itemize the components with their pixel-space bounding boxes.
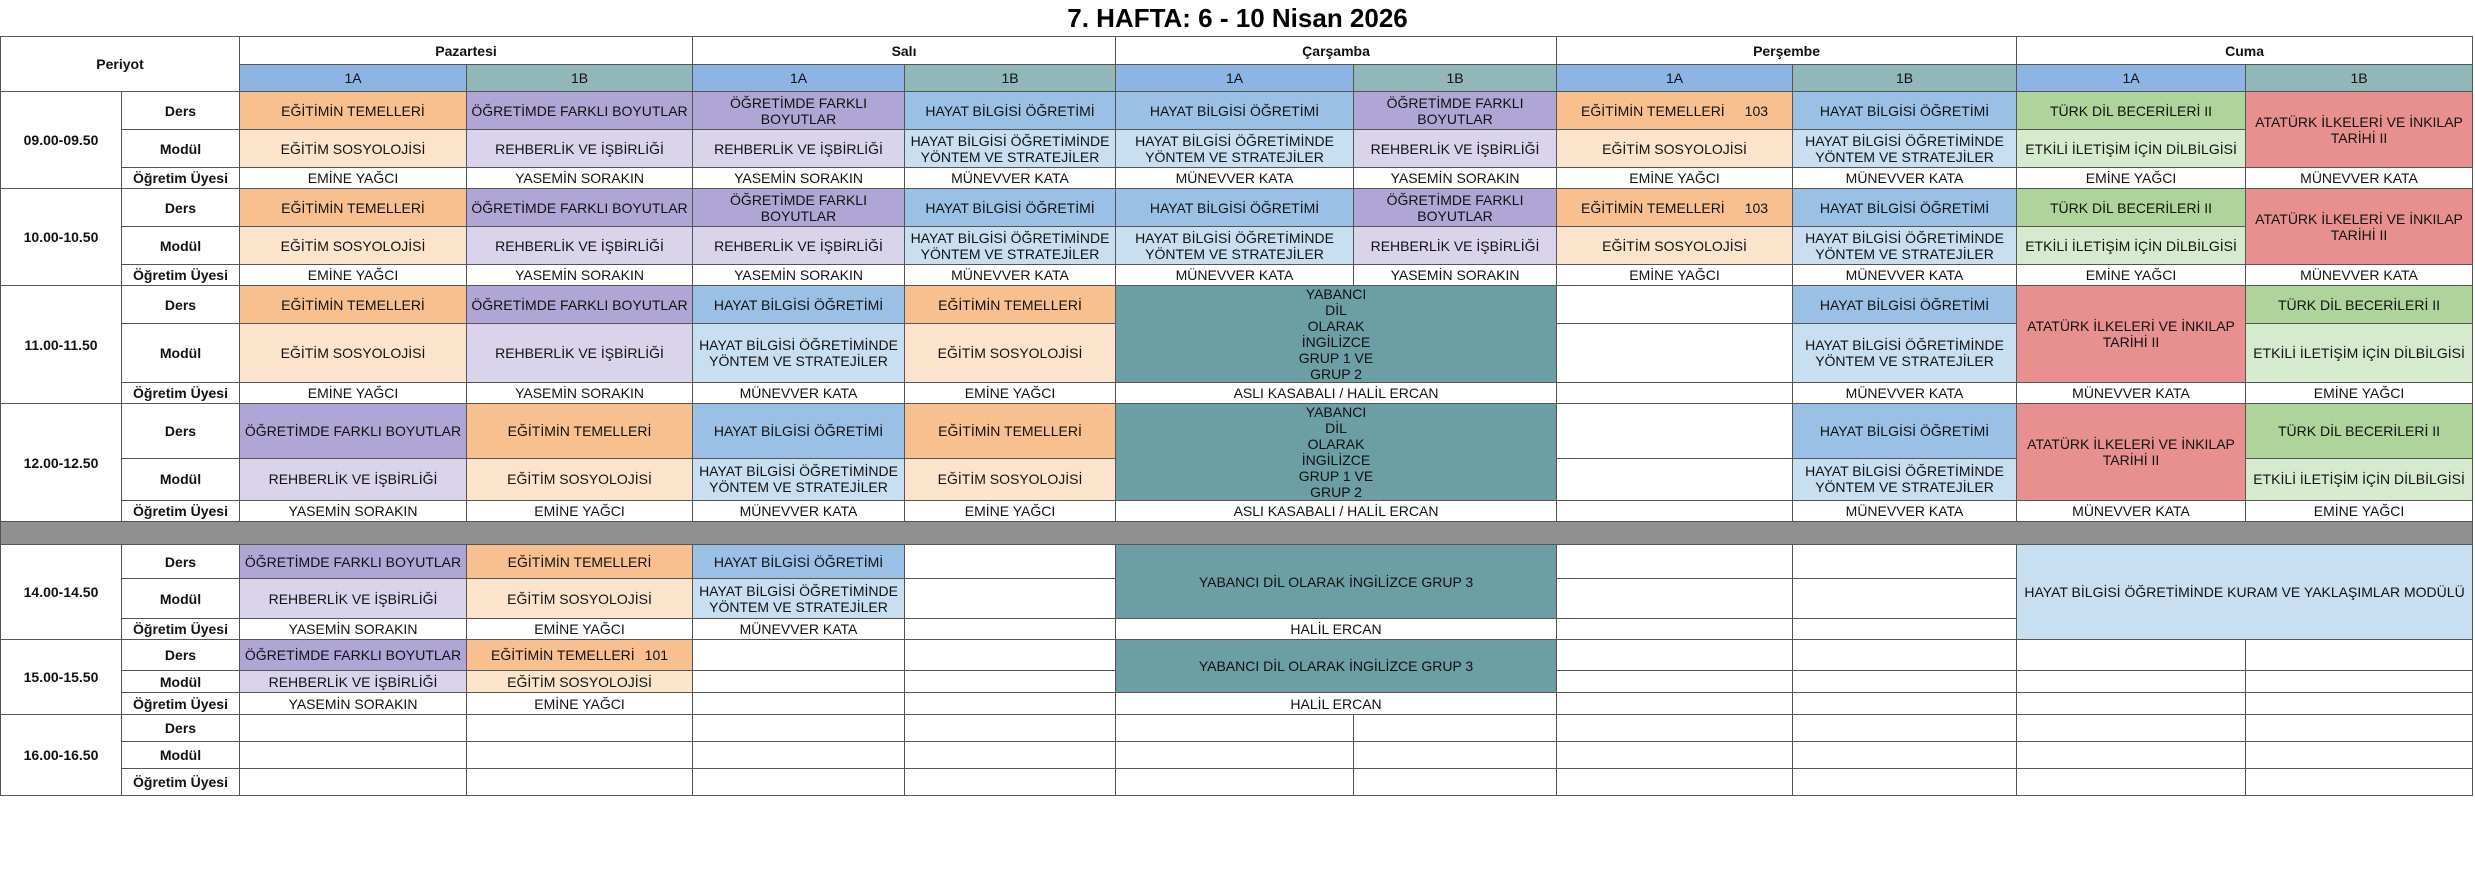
- teacher-cell: EMİNE YAĞCI: [905, 383, 1116, 404]
- course-cell: ATATÜRK İLKELERİ VE İNKILAP TARİHİ II: [2246, 189, 2473, 265]
- module-cell: HAYAT BİLGİSİ ÖĞRETİMİNDE YÖNTEM VE STRATEJİLER: [1116, 130, 1354, 168]
- empty-cell: [2017, 769, 2246, 796]
- empty-cell: [1557, 715, 1793, 742]
- teacher-cell: MÜNEVVER KATA: [1793, 265, 2017, 286]
- module-cell: ETKİLİ İLETİŞİM İÇİN DİLBİLGİSİ: [2017, 130, 2246, 168]
- teacher-cell: MÜNEVVER KATA: [1793, 168, 2017, 189]
- course-cell: ÖĞRETİMDE FARKLI BOYUTLAR: [1354, 189, 1557, 227]
- page-title: 7. HAFTA: 6 - 10 Nisan 2026: [1067, 3, 1408, 33]
- group-1b: 1B: [1354, 65, 1557, 92]
- row-label-ders: Ders: [122, 640, 240, 671]
- empty-cell: [1557, 579, 1793, 619]
- course-cell: ÖĞRETİMDE FARKLI BOYUTLAR: [240, 545, 467, 579]
- teacher-cell: YASEMİN SORAKIN: [240, 693, 467, 715]
- course-cell: EĞİTİMİN TEMELLERİ: [467, 404, 693, 459]
- course-cell: HAYAT BİLGİSİ ÖĞRETİMİ: [693, 545, 905, 579]
- empty-cell: [1557, 458, 1793, 500]
- group-1a: 1A: [1116, 65, 1354, 92]
- module-cell: EĞİTİM SOSYOLOJİSİ: [240, 324, 467, 383]
- empty-cell: [693, 640, 905, 671]
- module-cell: EĞİTİM SOSYOLOJİSİ: [905, 458, 1116, 500]
- course-cell: HAYAT BİLGİSİ ÖĞRETİMİ: [1116, 92, 1354, 130]
- lunch-break-row: [1, 522, 2473, 545]
- empty-cell: [1116, 715, 1354, 742]
- empty-cell: [1793, 715, 2017, 742]
- teacher-cell: ASLI KASABALI / HALİL ERCAN: [1116, 383, 1557, 404]
- day-cuma: Cuma: [2017, 37, 2473, 65]
- empty-cell: [905, 579, 1116, 619]
- course-cell: HAYAT BİLGİSİ ÖĞRETİMİ: [1793, 189, 2017, 227]
- teacher-cell: EMİNE YAĞCI: [240, 383, 467, 404]
- module-cell: REHBERLİK VE İŞBİRLİĞİ: [467, 130, 693, 168]
- module-cell: HAYAT BİLGİSİ ÖĞRETİMİNDE YÖNTEM VE STRATEJİLER: [1793, 227, 2017, 265]
- row-label-modul: Modül: [122, 458, 240, 500]
- course-cell: ÖĞRETİMDE FARKLI BOYUTLAR: [1354, 92, 1557, 130]
- teacher-cell: MÜNEVVER KATA: [1793, 501, 2017, 522]
- module-cell: HAYAT BİLGİSİ ÖĞRETİMİNDE YÖNTEM VE STRATEJİLER: [693, 324, 905, 383]
- course-cell: HAYAT BİLGİSİ ÖĞRETİMİ: [693, 404, 905, 459]
- course-cell: HAYAT BİLGİSİ ÖĞRETİMİ: [693, 286, 905, 324]
- module-cell: REHBERLİK VE İŞBİRLİĞİ: [467, 227, 693, 265]
- course-cell: HAYAT BİLGİSİ ÖĞRETİMİ: [905, 92, 1116, 130]
- course-cell: ÖĞRETİMDE FARKLI BOYUTLAR: [693, 92, 905, 130]
- empty-cell: [905, 742, 1116, 769]
- teacher-cell: MÜNEVVER KATA: [1793, 383, 2017, 404]
- course-name: EĞİTİMİN TEMELLERİ: [1581, 199, 1725, 216]
- empty-cell: [693, 693, 905, 715]
- row-label-ogretim: Öğretim Üyesi: [122, 265, 240, 286]
- course-cell: EĞİTİMİN TEMELLERİ: [240, 286, 467, 324]
- teacher-cell: YASEMİN SORAKIN: [240, 501, 467, 522]
- empty-cell: [1557, 404, 1793, 459]
- module-cell: REHBERLİK VE İŞBİRLİĞİ: [1354, 130, 1557, 168]
- course-cell: ÖĞRETİMDE FARKLI BOYUTLAR: [240, 640, 467, 671]
- day-pazartesi: Pazartesi: [240, 37, 693, 65]
- teacher-cell: EMİNE YAĞCI: [1557, 265, 1793, 286]
- row-label-modul: Modül: [122, 579, 240, 619]
- empty-cell: [2017, 715, 2246, 742]
- empty-cell: [2246, 640, 2473, 671]
- period-label: 09.00-09.50: [1, 92, 122, 189]
- empty-cell: [1557, 671, 1793, 693]
- module-cell: EĞİTİM SOSYOLOJİSİ: [467, 458, 693, 500]
- row-label-ogretim: Öğretim Üyesi: [122, 383, 240, 404]
- row-label-ogretim: Öğretim Üyesi: [122, 693, 240, 715]
- group-1b: 1B: [467, 65, 693, 92]
- module-cell: HAYAT BİLGİSİ ÖĞRETİMİNDE YÖNTEM VE STRATEJİLER: [1116, 227, 1354, 265]
- teacher-cell: EMİNE YAĞCI: [2017, 168, 2246, 189]
- teacher-cell: MÜNEVVER KATA: [693, 383, 905, 404]
- row-label-modul: Modül: [122, 671, 240, 693]
- course-cell: TÜRK DİL BECERİLERİ II: [2246, 286, 2473, 324]
- course-cell: [1557, 92, 1793, 130]
- group-1b: 1B: [2246, 65, 2473, 92]
- empty-cell: [1557, 619, 1793, 640]
- module-cell: HAYAT BİLGİSİ ÖĞRETİMİNDE YÖNTEM VE STRATEJİLER: [693, 579, 905, 619]
- module-cell: REHBERLİK VE İŞBİRLİĞİ: [240, 458, 467, 500]
- course-cell: ÖĞRETİMDE FARKLI BOYUTLAR: [693, 189, 905, 227]
- empty-cell: [1557, 640, 1793, 671]
- module-cell: REHBERLİK VE İŞBİRLİĞİ: [467, 324, 693, 383]
- empty-cell: [1557, 383, 1793, 404]
- teacher-cell: EMİNE YAĞCI: [2246, 383, 2473, 404]
- empty-cell: [1793, 579, 2017, 619]
- empty-cell: [1793, 769, 2017, 796]
- empty-cell: [1793, 742, 2017, 769]
- row-label-modul: Modül: [122, 130, 240, 168]
- empty-cell: [1116, 742, 1354, 769]
- english-course-cell: YABANCI DİL OLARAK İNGİLİZCE GRUP 1 VE GRUP 2: [1116, 404, 1557, 501]
- module-cell: EĞİTİM SOSYOLOJİSİ: [467, 671, 693, 693]
- course-cell: HAYAT BİLGİSİ ÖĞRETİMİ: [1793, 404, 2017, 459]
- teacher-cell: EMİNE YAĞCI: [1557, 168, 1793, 189]
- module-cell: HAYAT BİLGİSİ ÖĞRETİMİNDE YÖNTEM VE STRATEJİLER: [1793, 324, 2017, 383]
- empty-cell: [1116, 769, 1354, 796]
- teacher-cell: YASEMİN SORAKIN: [467, 383, 693, 404]
- teacher-cell: MÜNEVVER KATA: [2246, 265, 2473, 286]
- course-cell: EĞİTİMİN TEMELLERİ: [240, 189, 467, 227]
- empty-cell: [693, 671, 905, 693]
- module-cell: EĞİTİM SOSYOLOJİSİ: [1557, 227, 1793, 265]
- empty-cell: [1793, 693, 2017, 715]
- empty-cell: [905, 671, 1116, 693]
- module-cell: REHBERLİK VE İŞBİRLİĞİ: [693, 227, 905, 265]
- period-label: 14.00-14.50: [1, 545, 122, 640]
- module-cell: REHBERLİK VE İŞBİRLİĞİ: [693, 130, 905, 168]
- empty-cell: [1793, 671, 2017, 693]
- group-1a: 1A: [1557, 65, 1793, 92]
- period-label: 10.00-10.50: [1, 189, 122, 286]
- teacher-cell: EMİNE YAĞCI: [905, 501, 1116, 522]
- course-cell: TÜRK DİL BECERİLERİ II: [2246, 404, 2473, 459]
- module-cell: EĞİTİM SOSYOLOJİSİ: [905, 324, 1116, 383]
- module-cell: REHBERLİK VE İŞBİRLİĞİ: [240, 671, 467, 693]
- teacher-cell: EMİNE YAĞCI: [240, 168, 467, 189]
- english-course-cell: YABANCI DİL OLARAK İNGİLİZCE GRUP 3: [1116, 640, 1557, 693]
- empty-cell: [905, 619, 1116, 640]
- row-label-ders: Ders: [122, 286, 240, 324]
- empty-cell: [693, 742, 905, 769]
- empty-cell: [2246, 693, 2473, 715]
- teacher-cell: EMİNE YAĞCI: [240, 265, 467, 286]
- module-block-cell: HAYAT BİLGİSİ ÖĞRETİMİNDE KURAM VE YAKLAŞIMLAR MODÜLÜ: [2017, 545, 2473, 640]
- module-cell: HAYAT BİLGİSİ ÖĞRETİMİNDE YÖNTEM VE STRATEJİLER: [1793, 130, 2017, 168]
- row-label-ders: Ders: [122, 92, 240, 130]
- teacher-cell: EMİNE YAĞCI: [467, 693, 693, 715]
- teacher-cell: YASEMİN SORAKIN: [1354, 168, 1557, 189]
- teacher-cell: MÜNEVVER KATA: [2017, 501, 2246, 522]
- course-name: EĞİTİMİN TEMELLERİ: [1581, 102, 1725, 119]
- row-label-ders: Ders: [122, 715, 240, 742]
- module-cell: EĞİTİM SOSYOLOJİSİ: [1557, 130, 1793, 168]
- row-label-ogretim: Öğretim Üyesi: [122, 501, 240, 522]
- teacher-cell: YASEMİN SORAKIN: [693, 168, 905, 189]
- empty-cell: [2246, 671, 2473, 693]
- period-label: 15.00-15.50: [1, 640, 122, 715]
- empty-cell: [1793, 545, 2017, 579]
- course-cell: [1557, 189, 1793, 227]
- room-number: 103: [1744, 102, 1769, 119]
- empty-cell: [1354, 715, 1557, 742]
- empty-cell: [467, 742, 693, 769]
- empty-cell: [905, 545, 1116, 579]
- course-cell: HAYAT BİLGİSİ ÖĞRETİMİ: [1793, 92, 2017, 130]
- module-cell: HAYAT BİLGİSİ ÖĞRETİMİNDE YÖNTEM VE STRATEJİLER: [905, 227, 1116, 265]
- module-cell: ETKİLİ İLETİŞİM İÇİN DİLBİLGİSİ: [2246, 324, 2473, 383]
- module-cell: HAYAT BİLGİSİ ÖĞRETİMİNDE YÖNTEM VE STRATEJİLER: [693, 458, 905, 500]
- teacher-cell: EMİNE YAĞCI: [467, 501, 693, 522]
- course-cell: EĞİTİMİN TEMELLERİ: [905, 286, 1116, 324]
- group-1b: 1B: [905, 65, 1116, 92]
- teacher-cell: MÜNEVVER KATA: [1116, 168, 1354, 189]
- empty-cell: [2246, 769, 2473, 796]
- period-label: 16.00-16.50: [1, 715, 122, 796]
- teacher-cell: MÜNEVVER KATA: [693, 501, 905, 522]
- teacher-cell: YASEMİN SORAKIN: [467, 168, 693, 189]
- lunch-break-bar: [1, 522, 2473, 545]
- module-cell: REHBERLİK VE İŞBİRLİĞİ: [240, 579, 467, 619]
- course-cell: ÖĞRETİMDE FARKLI BOYUTLAR: [240, 404, 467, 459]
- group-1a: 1A: [693, 65, 905, 92]
- group-1a: 1A: [240, 65, 467, 92]
- teacher-cell: HALİL ERCAN: [1116, 619, 1557, 640]
- schedule-table: [0, 36, 2473, 796]
- empty-cell: [1557, 501, 1793, 522]
- empty-cell: [905, 693, 1116, 715]
- course-cell: ATATÜRK İLKELERİ VE İNKILAP TARİHİ II: [2017, 286, 2246, 383]
- teacher-cell: YASEMİN SORAKIN: [467, 265, 693, 286]
- course-cell: ÖĞRETİMDE FARKLI BOYUTLAR: [467, 92, 693, 130]
- english-course-cell: YABANCI DİL OLARAK İNGİLİZCE GRUP 1 VE GRUP 2: [1116, 286, 1557, 383]
- teacher-cell: ASLI KASABALI / HALİL ERCAN: [1116, 501, 1557, 522]
- row-label-ders: Ders: [122, 545, 240, 579]
- empty-cell: [2246, 742, 2473, 769]
- empty-cell: [1557, 286, 1793, 324]
- row-label-modul: Modül: [122, 227, 240, 265]
- module-cell: EĞİTİM SOSYOLOJİSİ: [467, 579, 693, 619]
- day-sali: Salı: [693, 37, 1116, 65]
- teacher-cell: MÜNEVVER KATA: [905, 168, 1116, 189]
- empty-cell: [1557, 545, 1793, 579]
- course-cell: EĞİTİMİN TEMELLERİ: [240, 92, 467, 130]
- empty-cell: [1557, 324, 1793, 383]
- empty-cell: [1557, 742, 1793, 769]
- module-cell: ETKİLİ İLETİŞİM İÇİN DİLBİLGİSİ: [2017, 227, 2246, 265]
- empty-cell: [1354, 769, 1557, 796]
- empty-cell: [1793, 640, 2017, 671]
- english-course-cell: YABANCI DİL OLARAK İNGİLİZCE GRUP 3: [1116, 545, 1557, 619]
- empty-cell: [467, 769, 693, 796]
- room-number: 103: [1744, 199, 1769, 216]
- module-cell: REHBERLİK VE İŞBİRLİĞİ: [1354, 227, 1557, 265]
- day-persembe: Perşembe: [1557, 37, 2017, 65]
- teacher-cell: EMİNE YAĞCI: [2246, 501, 2473, 522]
- teacher-cell: YASEMİN SORAKIN: [240, 619, 467, 640]
- teacher-cell: MÜNEVVER KATA: [2017, 383, 2246, 404]
- course-cell: ÖĞRETİMDE FARKLI BOYUTLAR: [467, 189, 693, 227]
- course-cell: HAYAT BİLGİSİ ÖĞRETİMİ: [905, 189, 1116, 227]
- room-number: 101: [644, 647, 669, 663]
- row-label-ogretim: Öğretim Üyesi: [122, 619, 240, 640]
- teacher-cell: MÜNEVVER KATA: [1116, 265, 1354, 286]
- empty-cell: [905, 715, 1116, 742]
- empty-cell: [2017, 640, 2246, 671]
- period-label: 11.00-11.50: [1, 286, 122, 404]
- teacher-cell: YASEMİN SORAKIN: [1354, 265, 1557, 286]
- row-label-ogretim: Öğretim Üyesi: [122, 168, 240, 189]
- row-label-ders: Ders: [122, 189, 240, 227]
- course-cell: HAYAT BİLGİSİ ÖĞRETİMİ: [1793, 286, 2017, 324]
- empty-cell: [905, 640, 1116, 671]
- day-carsamba: Çarşamba: [1116, 37, 1557, 65]
- empty-cell: [1557, 693, 1793, 715]
- empty-cell: [240, 769, 467, 796]
- empty-cell: [240, 715, 467, 742]
- course-cell: EĞİTİMİN TEMELLERİ: [467, 545, 693, 579]
- teacher-cell: YASEMİN SORAKIN: [693, 265, 905, 286]
- group-1b: 1B: [1793, 65, 2017, 92]
- module-cell: HAYAT BİLGİSİ ÖĞRETİMİNDE YÖNTEM VE STRATEJİLER: [905, 130, 1116, 168]
- row-label-modul: Modül: [122, 324, 240, 383]
- teacher-cell: MÜNEVVER KATA: [905, 265, 1116, 286]
- module-cell: HAYAT BİLGİSİ ÖĞRETİMİNDE YÖNTEM VE STRATEJİLER: [1793, 458, 2017, 500]
- empty-cell: [693, 769, 905, 796]
- teacher-cell: EMİNE YAĞCI: [467, 619, 693, 640]
- course-cell: [467, 640, 693, 671]
- empty-cell: [1354, 742, 1557, 769]
- empty-cell: [2017, 693, 2246, 715]
- row-label-modul: Modül: [122, 742, 240, 769]
- empty-cell: [2017, 742, 2246, 769]
- teacher-cell: MÜNEVVER KATA: [693, 619, 905, 640]
- teacher-cell: MÜNEVVER KATA: [2246, 168, 2473, 189]
- row-label-ogretim: Öğretim Üyesi: [122, 769, 240, 796]
- course-cell: HAYAT BİLGİSİ ÖĞRETİMİ: [1116, 189, 1354, 227]
- empty-cell: [240, 742, 467, 769]
- empty-cell: [905, 769, 1116, 796]
- periyot-header: Periyot: [1, 37, 240, 92]
- course-cell: EĞİTİMİN TEMELLERİ: [905, 404, 1116, 459]
- teacher-cell: EMİNE YAĞCI: [2017, 265, 2246, 286]
- period-label: 12.00-12.50: [1, 404, 122, 522]
- course-cell: TÜRK DİL BECERİLERİ II: [2017, 92, 2246, 130]
- module-cell: EĞİTİM SOSYOLOJİSİ: [240, 130, 467, 168]
- course-cell: ATATÜRK İLKELERİ VE İNKILAP TARİHİ II: [2017, 404, 2246, 501]
- course-cell: ATATÜRK İLKELERİ VE İNKILAP TARİHİ II: [2246, 92, 2473, 168]
- empty-cell: [693, 715, 905, 742]
- course-cell: TÜRK DİL BECERİLERİ II: [2017, 189, 2246, 227]
- course-cell: ÖĞRETİMDE FARKLI BOYUTLAR: [467, 286, 693, 324]
- empty-cell: [2246, 715, 2473, 742]
- empty-cell: [1793, 619, 2017, 640]
- row-label-ders: Ders: [122, 404, 240, 459]
- empty-cell: [1557, 769, 1793, 796]
- empty-cell: [467, 715, 693, 742]
- empty-cell: [2017, 671, 2246, 693]
- module-cell: EĞİTİM SOSYOLOJİSİ: [240, 227, 467, 265]
- group-1a: 1A: [2017, 65, 2246, 92]
- course-name: EĞİTİMİN TEMELLERİ: [491, 647, 635, 663]
- module-cell: ETKİLİ İLETİŞİM İÇİN DİLBİLGİSİ: [2246, 458, 2473, 500]
- teacher-cell: HALİL ERCAN: [1116, 693, 1557, 715]
